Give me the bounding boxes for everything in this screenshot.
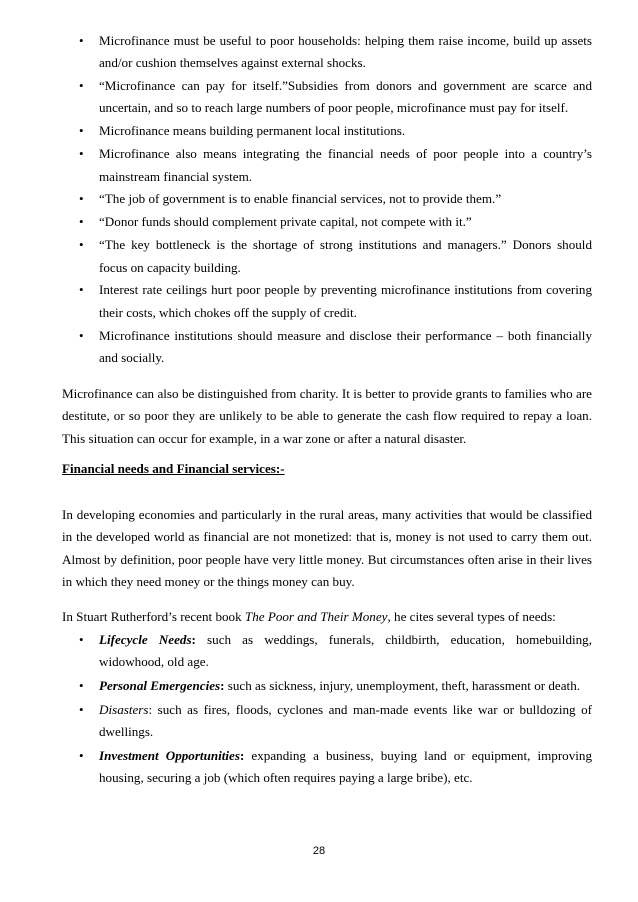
- need-term: Investment Opportunities: [99, 747, 240, 763]
- need-term: Lifecycle Needs: [99, 632, 192, 647]
- list-item: [62, 629, 592, 674]
- need-term: Personal Emergencies: [99, 678, 221, 694]
- bullet-icon: •: [79, 146, 84, 162]
- need-term: Disasters: [99, 701, 149, 717]
- term-separator: :: [239, 747, 245, 763]
- list-item: [62, 279, 592, 324]
- list-item: [62, 699, 592, 744]
- intro-text-after: , he cites several types of needs:: [387, 609, 556, 624]
- list-item: [62, 75, 592, 120]
- list-item-text: “The job of government is to enable financial services, not to provide them.”: [99, 191, 502, 207]
- bullet-icon: •: [79, 701, 84, 717]
- section-heading: Financial needs and Financial services:-: [62, 461, 285, 476]
- list-item-text: “Donor funds should complement private capital, not compete with it.”: [99, 214, 472, 230]
- need-description: such as fires, floods, cyclones and man-made events like war or bulldozing of dwellings.: [99, 701, 592, 740]
- bullet-icon: •: [79, 678, 84, 694]
- list-item-text: “Microfinance can pay for itself.”Subsidies from donors and government are scarce and uncertain, and so to reach large numbers of poor people, microfinance must pay for itself.: [99, 78, 592, 116]
- need-description: expanding a business, buying land or equipment, improving housing, securing a job (which often requires paying a large bribe), etc.: [99, 747, 592, 786]
- list-item-text: Interest rate ceilings hurt poor people by preventing microfinance institutions from covering their costs, which chokes off the supply of credit.: [99, 282, 592, 320]
- list-item: [62, 30, 592, 75]
- needs-intro-paragraph: [62, 606, 592, 628]
- list-item-text: Microfinance institutions should measure and disclose their performance – both financially and socially.: [99, 327, 592, 365]
- term-separator: :: [191, 632, 196, 647]
- list-item: [62, 143, 592, 188]
- list-item-text: Microfinance means building permanent local institutions.: [99, 123, 406, 139]
- charity-paragraph: Microfinance can also be distinguished from charity. It is better to provide grants to families who are destitute, or so poor they are unlikely to be able to generate the cash flow required to repay a loan. This situation can occur for example, in a war zone or after a natural disaster.: [62, 386, 592, 446]
- financial-needs-paragraph: In developing economies and particularly in the rural areas, many activities that would be classified in the developed world as financial are not monetized: that is, money is not used to carry them out. Almost by definition, poor people have very little money. But circumstances often arise in their lives in which they need money or the things money can buy.: [62, 507, 592, 589]
- book-title: The Poor and Their Money: [244, 609, 388, 624]
- list-item: [62, 188, 592, 210]
- bullet-icon: •: [79, 327, 84, 343]
- term-separator: :: [148, 701, 153, 717]
- bullet-icon: •: [79, 747, 84, 763]
- bullet-icon: •: [79, 78, 84, 94]
- bullet-icon: •: [79, 123, 84, 139]
- list-item: [62, 120, 592, 142]
- list-item-text: Microfinance also means integrating the financial needs of poor people into a country’s mainstream financial system.: [99, 146, 592, 184]
- bullet-icon: •: [79, 33, 84, 48]
- list-item: [62, 745, 592, 790]
- list-item-text: “The key bottleneck is the shortage of strong institutions and managers.” Donors should focus on capacity building.: [99, 237, 592, 275]
- list-item: [62, 325, 592, 370]
- bullet-icon: •: [79, 632, 84, 647]
- list-item: [62, 675, 592, 697]
- term-separator: :: [220, 678, 225, 694]
- need-description: such as sickness, injury, unemployment, theft, harassment or death.: [224, 678, 581, 694]
- bullet-icon: •: [79, 237, 84, 253]
- needs-list: [62, 629, 592, 791]
- intro-text-before: In Stuart Rutherford’s recent book: [62, 609, 245, 624]
- need-description: such as weddings, funerals, childbirth, education, homebuilding, widowhood, old age.: [99, 632, 592, 670]
- page-number: 28: [312, 845, 326, 857]
- list-item: [62, 234, 592, 279]
- list-item: [62, 211, 592, 233]
- bullet-icon: •: [79, 214, 84, 230]
- list-item-text: Microfinance must be useful to poor households: helping them raise income, build up assets and/or cushion themselves against external shocks.: [99, 33, 592, 71]
- bullet-icon: •: [79, 282, 84, 298]
- bullet-icon: •: [79, 191, 84, 207]
- principles-list: [62, 30, 592, 370]
